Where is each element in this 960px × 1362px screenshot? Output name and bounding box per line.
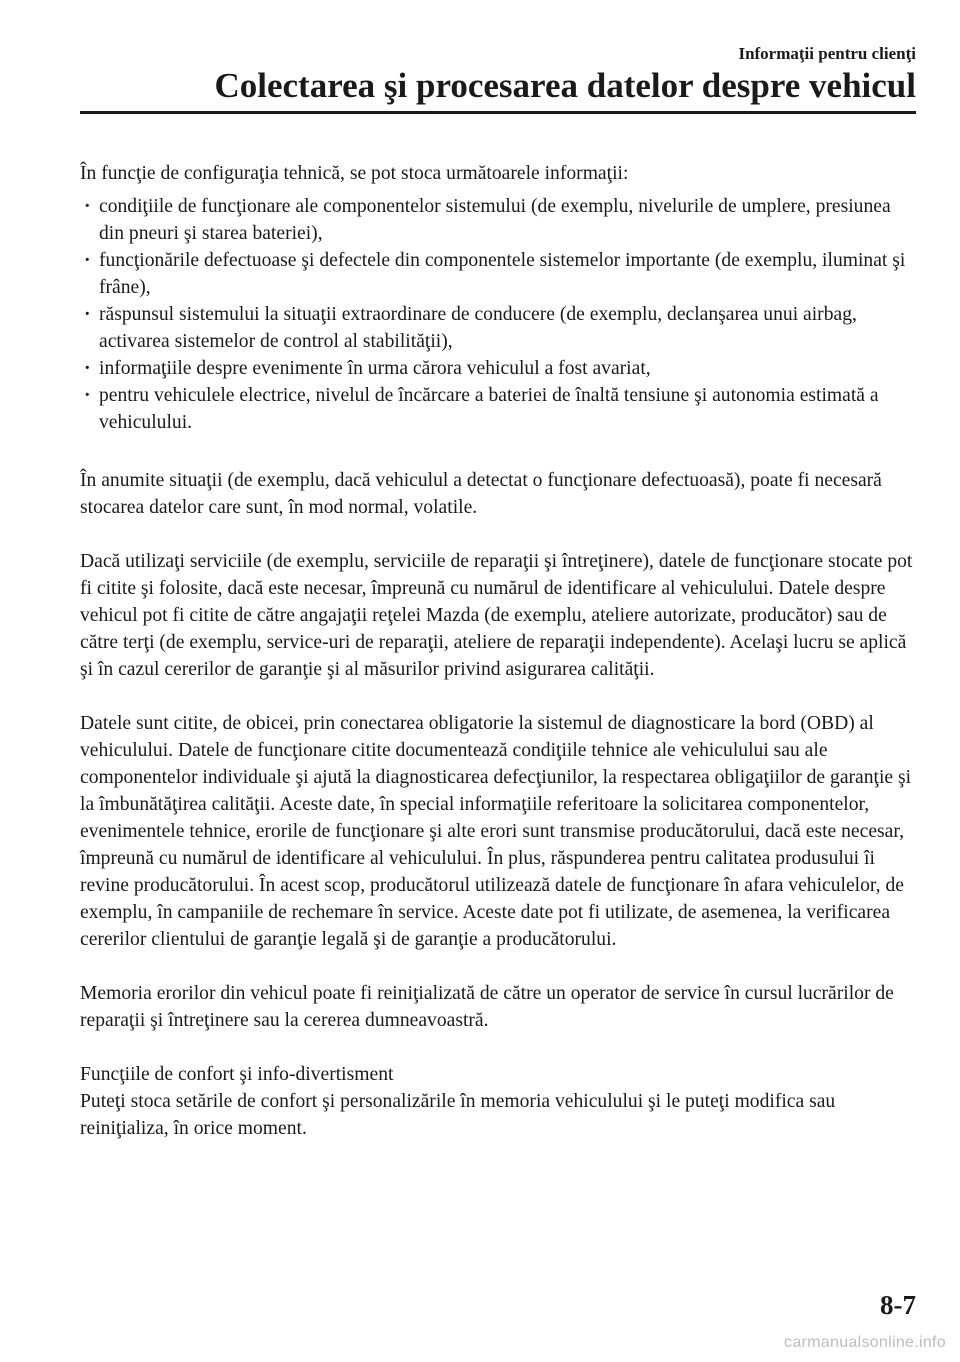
list-item: · pentru vehiculele electrice, nivelul de încărcare a bateriei de înaltă tensiune şi autonomia estimată a vehiculului. (80, 382, 920, 436)
chapter-title: Colectarea şi procesarea datelor despre vehicul (214, 66, 916, 105)
page-content (80, 160, 920, 1169)
paragraph-volatile-data: În anumite situaţii (de exemplu, dacă vehiculul a detectat o funcţionare defectuoasă), poate fi necesară stocarea datelor care sunt, în mod normal, volatile. (80, 470, 882, 518)
subsection-heading: Funcţiile de confort şi info-divertisment (80, 1064, 394, 1085)
list-item: · informaţiile despre evenimente în urma cărora vehiculul a fost avariat, (80, 355, 920, 382)
info-bullet-list (80, 193, 920, 436)
watermark: carmanualsonline.info (784, 1334, 946, 1351)
subsection-body: Puteţi stoca setările de confort şi personalizările în memoria vehiculului şi le puteţi modifica sau reiniţializa, în orice moment. (80, 1091, 836, 1139)
section-label: Informaţii pentru clienţi (738, 44, 916, 63)
list-item: · răspunsul sistemului la situaţii extraordinare de conducere (de exemplu, declanşarea unui airbag, activarea sistemelor de control al stabilităţii), (80, 301, 920, 355)
intro-paragraph: În funcţie de configuraţia tehnică, se pot stoca următoarele informaţii: (80, 163, 629, 184)
page-number: 8-7 (880, 1290, 916, 1320)
list-item: · funcţionările defectuoase şi defectele din componentele sistemelor importante (de exemplu, iluminat şi frâne), (80, 247, 920, 301)
paragraph-obd: Datele sunt citite, de obicei, prin conectarea obligatorie la sistemul de diagnosticare la bord (OBD) al vehiculului. Datele de funcţionare citite documentează condiţiile tehnice ale vehiculului sau ale componentelor individuale şi ajută la diagnosticarea defecţiunilor, la respectarea obligaţiilor de garanţie şi la îmbunătăţirea calităţii. Aceste date, în special informaţiile referitoare la solicitarea componentelor, evenimentele tehnice, erorile de funcţionare şi alte erori sunt transmise producătorului, dacă este necesar, împreună cu numărul de identificare al vehiculului. În plus, răspunderea pentru calitatea produsului îi revine producătorului. În acest scop, producătorul utilizează datele de funcţionare în afara vehiculelor, de exemplu, în campaniile de rechemare în service. Aceste date pot fi utilizate, de asemenea, la verificarea cererilor clientului de garanţie legală şi de garanţie a producătorului. (80, 713, 912, 950)
paragraph-services: Dacă utilizaţi serviciile (de exemplu, serviciile de reparaţii şi întreţinere), datele de funcţionare stocate pot fi citite şi folosite, dacă este necesar, împreună cu numărul de identificare al vehiculului. Datele despre vehicul pot fi citite de către angajaţii reţelei Mazda (de exemplu, ateliere autorizate, producător) sau de către terţi (de exemplu, service-uri de reparaţii, ateliere de reparaţii independente). Acelaşi lucru se aplică şi în cazul cererilor de garanţie şi al măsurilor privind asigurarea calităţii. (80, 551, 913, 680)
header-rule (80, 111, 916, 114)
list-item: · condiţiile de funcţionare ale componentelor sistemului (de exemplu, nivelurile de umplere, presiunea din pneuri şi starea bateriei), (80, 193, 920, 247)
paragraph-error-memory: Memoria erorilor din vehicul poate fi reiniţializată de către un operator de service în cursul lucrărilor de reparaţii şi întreţinere sau la cererea dumneavoastră. (80, 983, 894, 1031)
page-header (80, 44, 916, 114)
